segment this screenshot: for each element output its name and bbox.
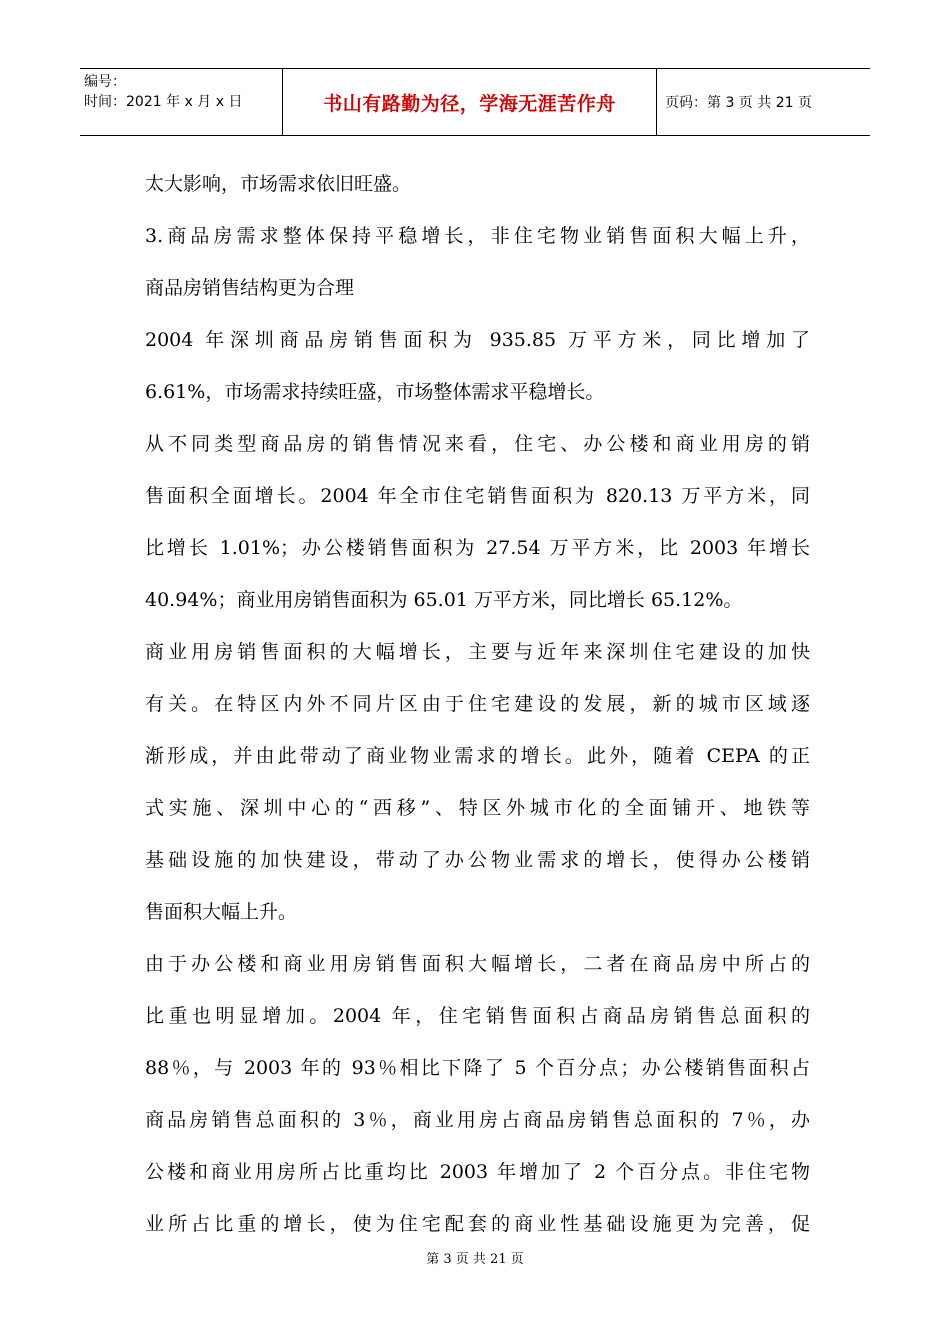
body-line: 88％，与 2003 年的 93％相比下降了 5 个百分点；办公楼销售面积占	[145, 1057, 810, 1079]
body-line: 有关。在特区内外不同片区由于住宅建设的发展，新的城市区域逐	[145, 693, 810, 715]
body-line: 由于办公楼和商业用房销售面积大幅增长，二者在商品房中所占的	[145, 953, 810, 975]
body-line: 售面积大幅上升。	[145, 901, 298, 923]
body-line: 6.61%，市场需求持续旺盛，市场整体需求平稳增长。	[145, 381, 605, 403]
document-date: 时间：2021 年 x 月 x 日	[84, 94, 243, 110]
body-line: 2004 年深圳商品房销售面积为 935.85 万平方米，同比增加了	[145, 329, 810, 351]
body-line: 商品房销售结构更为合理	[145, 277, 355, 299]
body-line: 公楼和商业用房所占比重均比 2003 年增加了 2 个百分点。非住宅物	[145, 1161, 810, 1183]
body-line: 3.商品房需求整体保持平稳增长，非住宅物业销售面积大幅上升，	[145, 225, 810, 247]
body-line: 商品房销售总面积的 3％，商业用房占商品房销售总面积的 7％，办	[145, 1109, 810, 1131]
body-line: 基础设施的加快建设，带动了办公物业需求的增长，使得办公楼销	[145, 849, 810, 871]
body-line: 商业用房销售面积的大幅增长，主要与近年来深圳住宅建设的加快	[145, 641, 810, 663]
document-number-label: 编号：	[84, 74, 126, 90]
body-line: 渐形成，并由此带动了商业物业需求的增长。此外，随着 CEPA 的正	[145, 745, 810, 767]
header-meta	[80, 69, 283, 135]
body-line: 40.94%；商业用房销售面积为 65.01 万平方米，同比增长 65.12%。	[145, 589, 743, 611]
header-slogan: 书山有路勤为径，学海无涯苦作舟	[283, 69, 657, 135]
body-line: 太大影响，市场需求依旧旺盛。	[145, 173, 412, 195]
page-footer: 第 3 页 共 21 页	[426, 1252, 524, 1267]
body-line: 售面积全面增长。2004 年全市住宅销售面积为 820.13 万平方米，同	[145, 485, 810, 507]
body-line: 从不同类型商品房的销售情况来看，住宅、办公楼和商业用房的销	[145, 433, 810, 455]
body-line: 业所占比重的增长，使为住宅配套的商业性基础设施更为完善，促	[145, 1213, 810, 1235]
body-line: 式实施、深圳中心的“西移”、特区外城市化的全面铺开、地铁等	[145, 797, 810, 819]
header-page-info: 页码：第 3 页 共 21 页	[665, 95, 812, 111]
body-line: 比重也明显增加。2004 年，住宅销售面积占商品房销售总面积的	[145, 1005, 810, 1027]
page-header	[80, 68, 870, 136]
document-body	[145, 158, 810, 1250]
body-line: 比增长 1.01%；办公楼销售面积为 27.54 万平方米，比 2003 年增长	[145, 537, 810, 559]
